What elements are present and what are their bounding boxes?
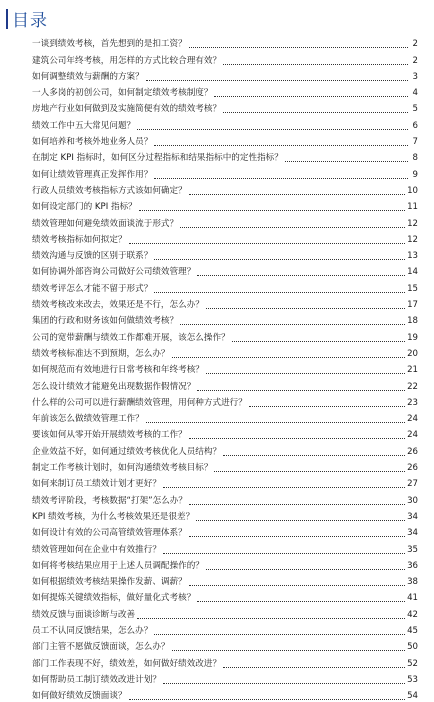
dot-leader [129, 243, 406, 244]
toc-entry-page-number: 14 [407, 267, 418, 278]
dot-leader [172, 650, 406, 651]
dot-leader [189, 438, 405, 439]
toc-entry-page-number: 26 [407, 446, 418, 457]
dot-leader [180, 324, 405, 325]
dot-leader [189, 585, 405, 586]
toc-heading: 目录 [12, 11, 48, 31]
dot-leader [189, 504, 405, 505]
toc-entry-title: 部门主管不愿做反馈面谈，怎么办？ [32, 642, 170, 653]
toc-entry[interactable] [32, 213, 418, 229]
toc-entry-title: 一人多岗的初创公司，如何制定绩效考核制度？ [32, 88, 213, 99]
toc-entry-page-number: 52 [407, 658, 418, 669]
toc-entry-page-number: 3 [412, 71, 418, 82]
dot-leader [285, 161, 408, 162]
dot-leader [189, 536, 405, 537]
toc-entry-title: 如何设计有效的公司高管绩效管理体系？ [32, 528, 187, 539]
toc-entry-page-number: 5 [412, 104, 418, 115]
toc-entry-title: 在制定 KPI 指标时，如何区分过程指标和结果指标中的定性指标？ [32, 153, 283, 164]
toc-entry-title: 如何培养和考核外地业务人员？ [32, 137, 153, 148]
toc-entry[interactable] [32, 588, 418, 604]
toc-entry-page-number: 54 [407, 691, 418, 702]
dot-leader [214, 96, 408, 97]
toc-entry-title: 绩效考评怎么才能不留于形式？ [32, 283, 153, 294]
dot-leader [172, 357, 406, 358]
toc-entry-title: 如何提炼关键绩效指标，做好量化式考核？ [32, 593, 196, 604]
toc-entry-title: 如何来制订员工绩效计划才更好？ [32, 479, 161, 490]
toc-entry-title: 绩效考核标准达不到预期，怎么办？ [32, 348, 170, 359]
toc-entry[interactable] [32, 393, 418, 409]
toc-entry[interactable] [32, 34, 418, 50]
toc-entry[interactable] [32, 376, 418, 392]
toc-entry-page-number: 11 [407, 202, 418, 213]
toc-entry-page-number: 36 [407, 560, 418, 571]
toc-entry-title: 如何设定部门的 KPI 指标？ [32, 202, 137, 213]
toc-entry-title: 怎么设计绩效才能避免出现数据作假情况？ [32, 381, 196, 392]
dot-leader [163, 487, 405, 488]
toc-entry-title: 公司的宽带薪酬与绩效工作都难开展，该怎么操作？ [32, 332, 230, 343]
toc-entry-page-number: 42 [407, 609, 418, 620]
toc-entry-page-number: 27 [407, 479, 418, 490]
toc-entry-page-number: 26 [407, 463, 418, 474]
toc-entry[interactable] [32, 360, 418, 376]
toc-entry-title: 制定工作考核计划时，如何沟通绩效考核目标？ [32, 463, 213, 474]
toc-entry-title: 年前该怎么做绩效管理工作？ [32, 414, 144, 425]
toc-entry-page-number: 7 [412, 137, 418, 148]
dot-leader [139, 210, 405, 211]
dot-leader [163, 553, 405, 554]
toc-entry[interactable] [32, 604, 418, 620]
toc-entry-page-number: 30 [407, 495, 418, 506]
toc-entry[interactable] [32, 50, 418, 66]
toc-entry-title: 什么样的公司可以进行薪酬绩效管理，用何种方式进行？ [32, 397, 247, 408]
dot-leader [206, 308, 405, 309]
toc-entry[interactable] [32, 572, 418, 588]
dot-leader [154, 634, 405, 635]
toc-entry[interactable] [32, 686, 418, 702]
dot-leader [223, 667, 405, 668]
dot-leader [223, 455, 405, 456]
toc-entry[interactable] [32, 230, 418, 246]
toc-entry-title: 绩效考评阶段，考核数据“打架”怎么办？ [32, 495, 187, 506]
dot-leader [206, 373, 405, 374]
toc-entry[interactable] [32, 474, 418, 490]
dot-leader [223, 64, 408, 65]
toc-entry-page-number: 2 [412, 55, 418, 66]
dot-leader [206, 569, 405, 570]
toc-entry-title: 如何规范而有效地进行日常考核和年终考核？ [32, 365, 204, 376]
toc-entry[interactable] [32, 278, 418, 294]
toc-entry-page-number: 6 [412, 120, 418, 131]
toc-entry[interactable] [32, 311, 418, 327]
toc-entry-title: 如何协调外部咨询公司做好公司绩效管理？ [32, 267, 196, 278]
toc-entry-page-number: 13 [407, 251, 418, 262]
toc-entry-title: 如何调整绩效与薪酬的方案？ [32, 71, 144, 82]
dot-leader [154, 178, 408, 179]
toc-entry-title: 行政人员绩效考核指标方式该如何确定？ [32, 185, 187, 196]
toc-entry[interactable] [32, 148, 418, 164]
toc-entry[interactable] [32, 523, 418, 539]
toc-entry-title: 如何帮助员工制订绩效改进计划？ [32, 674, 161, 685]
dot-leader [223, 112, 408, 113]
toc-entry-page-number: 45 [407, 625, 418, 636]
toc-entry-title: 集团的行政和财务该如何做绩效考核？ [32, 316, 179, 327]
toc-entry-page-number: 21 [407, 365, 418, 376]
toc-entry-page-number: 12 [407, 218, 418, 229]
toc-entry[interactable] [32, 621, 418, 637]
dot-leader [249, 406, 405, 407]
toc-entry[interactable] [32, 556, 418, 572]
toc-entry[interactable] [32, 181, 418, 197]
toc-entry[interactable] [32, 83, 418, 99]
dot-leader [146, 422, 405, 423]
dot-leader [154, 292, 405, 293]
toc-entry[interactable] [32, 425, 418, 441]
toc-entry[interactable] [32, 99, 418, 115]
text-cursor [6, 9, 8, 29]
dot-leader [196, 520, 405, 521]
toc-entry-page-number: 22 [407, 381, 418, 392]
toc-entry-title: 绩效反馈与面谈诊断与改善 [32, 609, 136, 620]
toc-entry[interactable] [32, 262, 418, 278]
dot-leader [197, 390, 405, 391]
toc-entry-page-number: 4 [412, 88, 418, 99]
toc-entry-title: 要该如何从零开始开展绩效考核的工作？ [32, 430, 187, 441]
toc-entry-title: 绩效考核指标如何拟定？ [32, 234, 127, 245]
toc-entry-page-number: 9 [412, 169, 418, 180]
toc-entry-title: 如何根据绩效考核结果操作发薪、调薪？ [32, 577, 187, 588]
toc-entry[interactable] [32, 164, 418, 180]
dot-leader [137, 618, 405, 619]
toc-entry-page-number: 35 [407, 544, 418, 555]
toc-entry-title: 如何让绩效管理真正发挥作用？ [32, 169, 153, 180]
toc-entry[interactable] [32, 67, 418, 83]
dot-leader [180, 227, 405, 228]
toc-entry-page-number: 50 [407, 642, 418, 653]
toc-entry-title: 绩效管理如何避免绩效面谈流于形式？ [32, 218, 179, 229]
dot-leader [189, 194, 405, 195]
toc-entry-title: 建筑公司年终考核，用怎样的方式比较合理有效？ [32, 55, 222, 66]
dot-leader [146, 80, 408, 81]
dot-leader [189, 47, 408, 48]
toc-entry-title: 绩效考核改来改去，效果还是不行，怎么办？ [32, 300, 204, 311]
toc-entry-page-number: 53 [407, 674, 418, 685]
toc-entry-page-number: 38 [407, 577, 418, 588]
toc-entry[interactable] [32, 441, 418, 457]
toc-entry[interactable] [32, 653, 418, 669]
toc-entry-page-number: 41 [407, 593, 418, 604]
toc-entry[interactable] [32, 507, 418, 523]
dot-leader [163, 683, 405, 684]
toc-entry-page-number: 12 [407, 234, 418, 245]
toc-entry-page-number: 8 [412, 153, 418, 164]
dot-leader [214, 471, 405, 472]
toc-entry-page-number: 24 [407, 430, 418, 441]
toc-entry[interactable] [32, 246, 418, 262]
toc-entry-page-number: 2 [412, 39, 418, 50]
dot-leader [129, 699, 406, 700]
toc-entry-page-number: 34 [407, 528, 418, 539]
toc-entry-title: 员工不认同反馈结果，怎么办？ [32, 625, 153, 636]
toc-entry[interactable] [32, 344, 418, 360]
toc-entry[interactable] [32, 115, 418, 131]
toc-entry-title: 绩效工作中五大常见问题？ [32, 120, 136, 131]
toc-entry-title: 绩效管理如何在企业中有效推行？ [32, 544, 161, 555]
table-of-contents [32, 34, 418, 702]
toc-entry-title: KPI 绩效考核，为什么考核效果还是很差？ [32, 511, 195, 522]
toc-entry-page-number: 17 [407, 300, 418, 311]
toc-entry-page-number: 23 [407, 397, 418, 408]
dot-leader [232, 341, 405, 342]
toc-entry[interactable] [32, 295, 418, 311]
toc-entry[interactable] [32, 637, 418, 653]
toc-entry[interactable] [32, 458, 418, 474]
toc-entry-title: 绩效沟通与反馈的区别于联系？ [32, 251, 153, 262]
toc-entry[interactable] [32, 197, 418, 213]
toc-entry-title: 一谈到绩效考核，首先想到的是扣工资？ [32, 39, 187, 50]
toc-entry-title: 部门工作表现不好，绩效差，如何做好绩效改进？ [32, 658, 222, 669]
dot-leader [197, 275, 405, 276]
toc-entry[interactable] [32, 327, 418, 343]
toc-entry-page-number: 24 [407, 414, 418, 425]
toc-entry-title: 房地产行业如何做到及实施简便有效的绩效考核？ [32, 104, 222, 115]
toc-entry-page-number: 15 [407, 283, 418, 294]
dot-leader [197, 601, 405, 602]
toc-entry-title: 如何将考核结果应用于上述人员调配操作的？ [32, 560, 204, 571]
toc-entry-page-number: 18 [407, 316, 418, 327]
toc-entry[interactable] [32, 539, 418, 555]
toc-entry-page-number: 19 [407, 332, 418, 343]
toc-entry-page-number: 20 [407, 348, 418, 359]
toc-entry[interactable] [32, 670, 418, 686]
toc-entry[interactable] [32, 409, 418, 425]
toc-entry-page-number: 34 [407, 511, 418, 522]
dot-leader [154, 145, 408, 146]
dot-leader [154, 259, 405, 260]
toc-entry[interactable] [32, 490, 418, 506]
toc-entry-title: 企业效益不好，如何通过绩效考核优化人员结构？ [32, 446, 222, 457]
toc-entry[interactable] [32, 132, 418, 148]
toc-entry-title: 如何做好绩效反馈面谈？ [32, 691, 127, 702]
dot-leader [137, 129, 408, 130]
toc-entry-page-number: 10 [407, 185, 418, 196]
